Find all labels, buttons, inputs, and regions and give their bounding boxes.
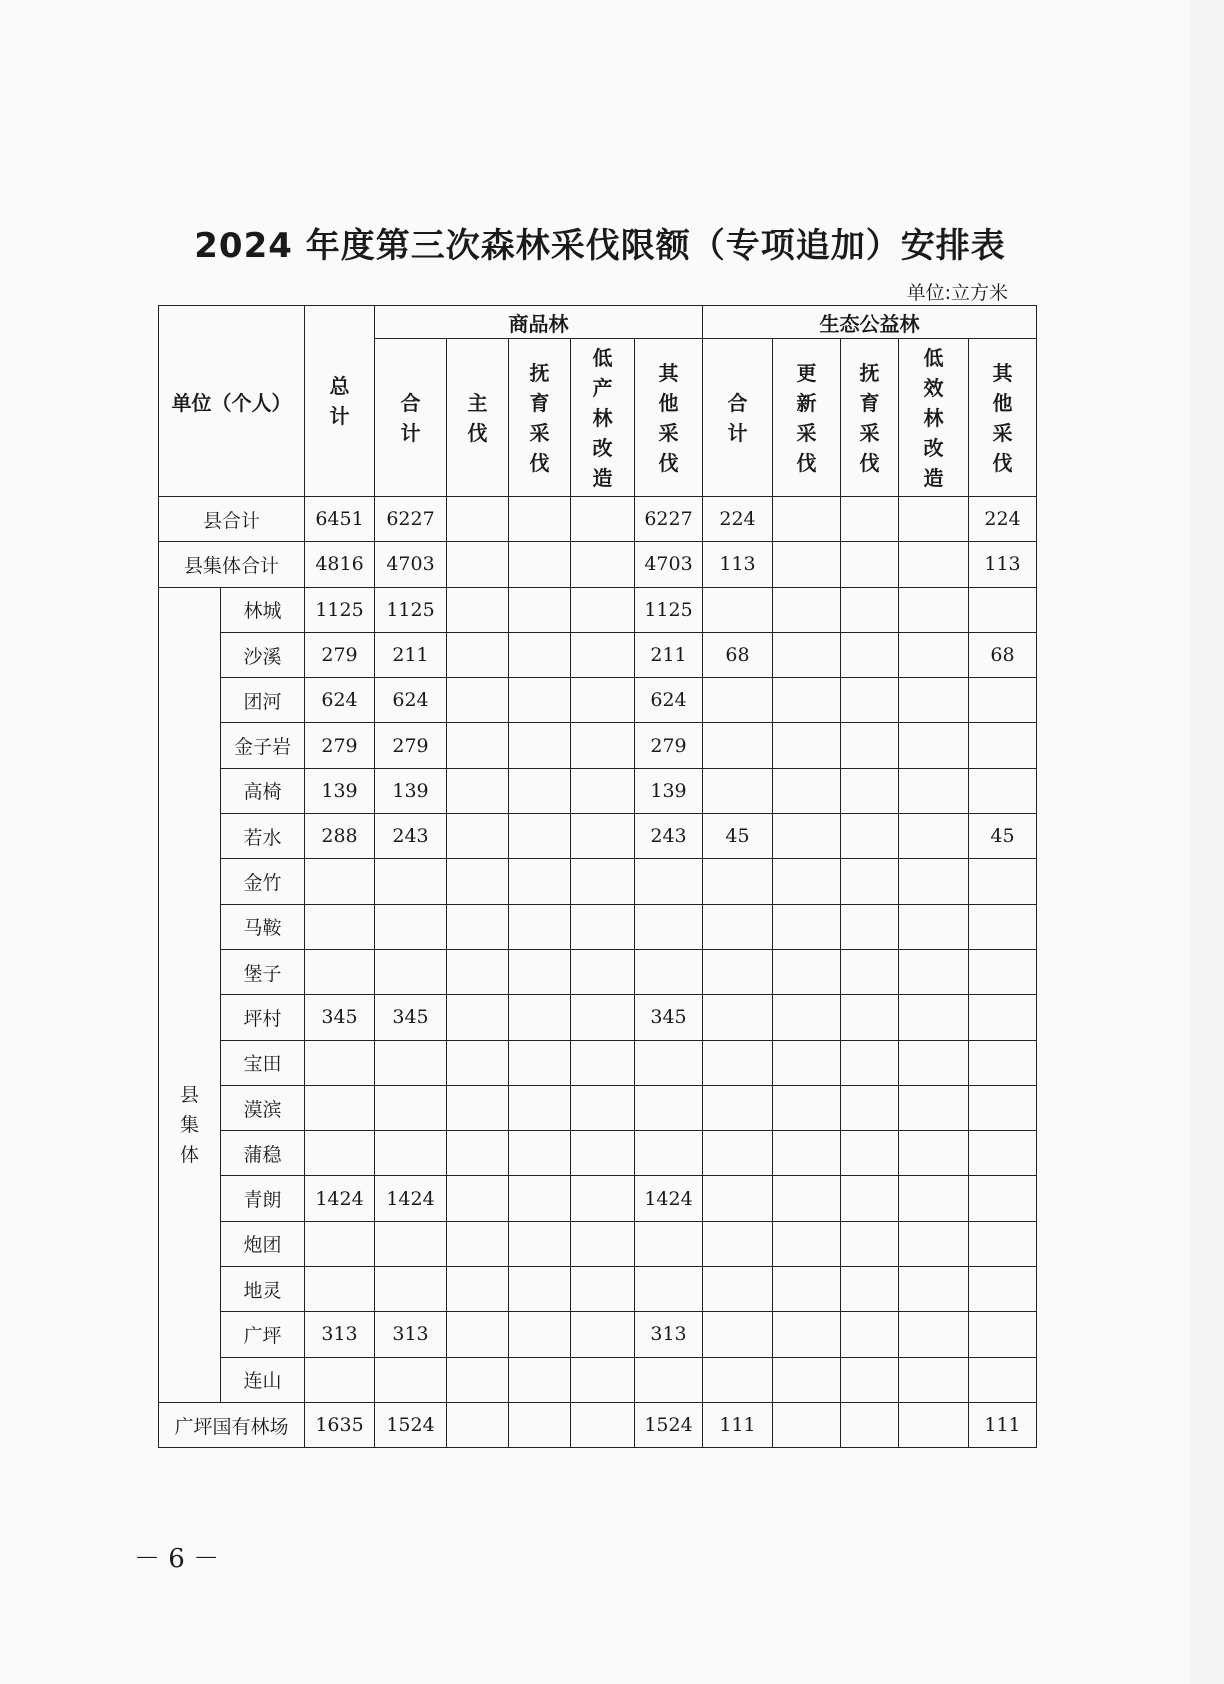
cell-eco-tending xyxy=(841,1402,899,1447)
cell-low-efficiency xyxy=(899,1131,969,1176)
col-low-yield: 低 产 林 改 造 xyxy=(571,339,635,497)
cell-renewal xyxy=(773,587,841,632)
cell-renewal xyxy=(773,768,841,813)
cell-eco-other xyxy=(969,768,1037,813)
cell-eco-tending xyxy=(841,723,899,768)
cell-eco-subtotal xyxy=(703,859,773,904)
cell-renewal xyxy=(773,1267,841,1312)
row-label: 蒲稳 xyxy=(221,1131,305,1176)
cell-commercial-subtotal: 1424 xyxy=(375,1176,447,1221)
cell-low-efficiency xyxy=(899,904,969,949)
cell-renewal xyxy=(773,904,841,949)
cell-commercial-other xyxy=(635,1085,703,1130)
cell-main-cut xyxy=(447,678,509,723)
cell-eco-subtotal: 111 xyxy=(703,1402,773,1447)
table-row xyxy=(159,497,1037,542)
cell-main-cut xyxy=(447,949,509,994)
cell-eco-other xyxy=(969,1176,1037,1221)
cell-eco-subtotal xyxy=(703,995,773,1040)
cell-tending xyxy=(509,1176,571,1221)
cell-eco-subtotal: 68 xyxy=(703,632,773,677)
group-label: 县 集 体 xyxy=(159,587,221,1402)
cell-commercial-subtotal: 313 xyxy=(375,1312,447,1357)
cell-renewal xyxy=(773,678,841,723)
cell-tending xyxy=(509,1402,571,1447)
cell-low-efficiency xyxy=(899,1176,969,1221)
cell-eco-subtotal: 224 xyxy=(703,497,773,542)
table-row xyxy=(159,1131,1037,1176)
cell-eco-subtotal xyxy=(703,587,773,632)
col-unit: 单位（个人） xyxy=(159,306,305,497)
cell-main-cut xyxy=(447,1402,509,1447)
cell-eco-other xyxy=(969,859,1037,904)
cell-low-efficiency xyxy=(899,995,969,1040)
cell-commercial-subtotal: 345 xyxy=(375,995,447,1040)
cell-low-yield xyxy=(571,1357,635,1402)
col-tending: 抚 育 采 伐 xyxy=(509,339,571,497)
cell-eco-other xyxy=(969,1357,1037,1402)
cell-low-efficiency xyxy=(899,632,969,677)
cell-main-cut xyxy=(447,587,509,632)
table-row xyxy=(159,1267,1037,1312)
cell-eco-other xyxy=(969,587,1037,632)
cell-total: 345 xyxy=(305,995,375,1040)
cell-eco-other xyxy=(969,1131,1037,1176)
cell-eco-subtotal xyxy=(703,1085,773,1130)
cell-eco-tending xyxy=(841,1221,899,1266)
cell-total: 279 xyxy=(305,723,375,768)
cell-renewal xyxy=(773,632,841,677)
cell-eco-subtotal xyxy=(703,1040,773,1085)
cell-main-cut xyxy=(447,1040,509,1085)
cell-eco-other xyxy=(969,1040,1037,1085)
row-label: 堡子 xyxy=(221,949,305,994)
cell-eco-other xyxy=(969,1085,1037,1130)
cell-tending xyxy=(509,1040,571,1085)
cell-eco-other xyxy=(969,995,1037,1040)
cell-tending xyxy=(509,1221,571,1266)
page-title: 2024 年度第三次森林采伐限额（专项追加）安排表 xyxy=(194,226,1006,266)
table-row xyxy=(159,859,1037,904)
cell-eco-subtotal: 113 xyxy=(703,542,773,587)
cell-total: 624 xyxy=(305,678,375,723)
cell-eco-tending xyxy=(841,904,899,949)
page-number: － 6 － xyxy=(134,1544,220,1574)
cell-low-yield xyxy=(571,995,635,1040)
row-label: 金竹 xyxy=(221,859,305,904)
cell-commercial-subtotal: 1524 xyxy=(375,1402,447,1447)
cell-low-efficiency xyxy=(899,678,969,723)
cell-main-cut xyxy=(447,632,509,677)
col-commercial: 商品林 xyxy=(375,306,703,339)
cell-commercial-other xyxy=(635,949,703,994)
cell-renewal xyxy=(773,1085,841,1130)
cell-total: 279 xyxy=(305,632,375,677)
cell-commercial-other: 139 xyxy=(635,768,703,813)
cell-eco-subtotal xyxy=(703,1267,773,1312)
cell-commercial-subtotal xyxy=(375,1221,447,1266)
cell-low-yield xyxy=(571,632,635,677)
cell-commercial-subtotal: 279 xyxy=(375,723,447,768)
cell-low-efficiency xyxy=(899,587,969,632)
cell-total: 1635 xyxy=(305,1402,375,1447)
cell-total xyxy=(305,859,375,904)
col-main-cut: 主 伐 xyxy=(447,339,509,497)
cell-tending xyxy=(509,1267,571,1312)
unit-label: 单位:立方米 xyxy=(906,282,1008,304)
table-row xyxy=(159,1085,1037,1130)
cell-low-yield xyxy=(571,542,635,587)
cell-eco-subtotal xyxy=(703,1312,773,1357)
cell-commercial-other xyxy=(635,1221,703,1266)
cell-commercial-subtotal: 139 xyxy=(375,768,447,813)
cell-low-efficiency xyxy=(899,1357,969,1402)
cell-commercial-other xyxy=(635,859,703,904)
cell-renewal xyxy=(773,1131,841,1176)
row-label: 广坪国有林场 xyxy=(159,1402,305,1447)
table-row xyxy=(159,1040,1037,1085)
cell-low-yield xyxy=(571,678,635,723)
cell-tending xyxy=(509,1357,571,1402)
cell-renewal xyxy=(773,1402,841,1447)
cell-low-yield xyxy=(571,768,635,813)
cell-tending xyxy=(509,587,571,632)
cell-total xyxy=(305,1085,375,1130)
row-label: 地灵 xyxy=(221,1267,305,1312)
cell-renewal xyxy=(773,1312,841,1357)
col-total: 总 计 xyxy=(305,306,375,497)
cell-tending xyxy=(509,632,571,677)
cell-eco-other: 113 xyxy=(969,542,1037,587)
row-label: 青朗 xyxy=(221,1176,305,1221)
table-row xyxy=(159,587,1037,632)
cell-eco-other xyxy=(969,949,1037,994)
cell-tending xyxy=(509,723,571,768)
cell-eco-other xyxy=(969,904,1037,949)
cell-total xyxy=(305,1357,375,1402)
cell-low-yield xyxy=(571,1176,635,1221)
cell-total: 288 xyxy=(305,814,375,859)
row-label: 漠滨 xyxy=(221,1085,305,1130)
cell-low-yield xyxy=(571,859,635,904)
cell-commercial-other: 6227 xyxy=(635,497,703,542)
cell-total xyxy=(305,1221,375,1266)
cell-tending xyxy=(509,904,571,949)
cell-low-yield xyxy=(571,949,635,994)
cell-total xyxy=(305,1131,375,1176)
table-row xyxy=(159,814,1037,859)
table-row xyxy=(159,949,1037,994)
cell-commercial-subtotal: 243 xyxy=(375,814,447,859)
cell-eco-tending xyxy=(841,859,899,904)
table-row xyxy=(159,1221,1037,1266)
cell-low-efficiency xyxy=(899,723,969,768)
cell-low-yield xyxy=(571,1312,635,1357)
cell-eco-subtotal xyxy=(703,1176,773,1221)
row-label: 沙溪 xyxy=(221,632,305,677)
cell-eco-other xyxy=(969,1221,1037,1266)
cell-main-cut xyxy=(447,995,509,1040)
cell-total: 313 xyxy=(305,1312,375,1357)
cell-low-yield xyxy=(571,1267,635,1312)
cell-eco-tending xyxy=(841,497,899,542)
table-row xyxy=(159,1402,1037,1447)
cell-commercial-other xyxy=(635,1357,703,1402)
cell-tending xyxy=(509,995,571,1040)
cell-total xyxy=(305,1040,375,1085)
cell-low-efficiency xyxy=(899,1085,969,1130)
cell-eco-other: 111 xyxy=(969,1402,1037,1447)
cell-tending xyxy=(509,1085,571,1130)
cell-commercial-other: 4703 xyxy=(635,542,703,587)
col-eco-tending: 抚 育 采 伐 xyxy=(841,339,899,497)
row-label: 宝田 xyxy=(221,1040,305,1085)
cell-tending xyxy=(509,1131,571,1176)
cell-low-efficiency xyxy=(899,497,969,542)
cell-commercial-other: 1524 xyxy=(635,1402,703,1447)
row-label: 广坪 xyxy=(221,1312,305,1357)
cell-eco-subtotal xyxy=(703,678,773,723)
row-label: 县集体合计 xyxy=(159,542,305,587)
cell-total: 6451 xyxy=(305,497,375,542)
row-label: 县合计 xyxy=(159,497,305,542)
cell-total: 139 xyxy=(305,768,375,813)
cell-commercial-subtotal xyxy=(375,1085,447,1130)
cell-tending xyxy=(509,542,571,587)
col-low-efficiency: 低 效 林 改 造 xyxy=(899,339,969,497)
row-label: 金子岩 xyxy=(221,723,305,768)
row-label: 坪村 xyxy=(221,995,305,1040)
cell-low-yield xyxy=(571,1131,635,1176)
cell-eco-other xyxy=(969,1312,1037,1357)
cell-renewal xyxy=(773,949,841,994)
cell-eco-tending xyxy=(841,632,899,677)
cell-eco-tending xyxy=(841,1267,899,1312)
cell-commercial-other: 279 xyxy=(635,723,703,768)
row-label: 若水 xyxy=(221,814,305,859)
cell-eco-other: 45 xyxy=(969,814,1037,859)
cell-tending xyxy=(509,814,571,859)
row-label: 林城 xyxy=(221,587,305,632)
table-row xyxy=(159,542,1037,587)
cell-low-yield xyxy=(571,814,635,859)
cell-eco-other xyxy=(969,723,1037,768)
cell-low-efficiency xyxy=(899,1040,969,1085)
cell-renewal xyxy=(773,542,841,587)
cell-eco-other: 224 xyxy=(969,497,1037,542)
header-row-1 xyxy=(159,306,1037,339)
cell-renewal xyxy=(773,1040,841,1085)
cell-main-cut xyxy=(447,768,509,813)
cell-low-yield xyxy=(571,1085,635,1130)
cell-eco-subtotal xyxy=(703,1131,773,1176)
cell-eco-subtotal xyxy=(703,949,773,994)
cell-eco-subtotal: 45 xyxy=(703,814,773,859)
cell-eco-tending xyxy=(841,814,899,859)
col-renewal: 更 新 采 伐 xyxy=(773,339,841,497)
row-label: 马鞍 xyxy=(221,904,305,949)
cell-eco-subtotal xyxy=(703,904,773,949)
cell-low-efficiency xyxy=(899,1402,969,1447)
cell-eco-other xyxy=(969,1267,1037,1312)
table-row xyxy=(159,1357,1037,1402)
row-label: 团河 xyxy=(221,678,305,723)
col-commercial-subtotal: 合 计 xyxy=(375,339,447,497)
table-row xyxy=(159,632,1037,677)
cell-eco-tending xyxy=(841,995,899,1040)
cell-low-efficiency xyxy=(899,859,969,904)
cell-commercial-subtotal: 624 xyxy=(375,678,447,723)
cell-commercial-subtotal xyxy=(375,1040,447,1085)
cell-eco-tending xyxy=(841,768,899,813)
cell-main-cut xyxy=(447,1176,509,1221)
cell-low-efficiency xyxy=(899,768,969,813)
cell-renewal xyxy=(773,814,841,859)
table-row xyxy=(159,768,1037,813)
cell-main-cut xyxy=(447,542,509,587)
cell-renewal xyxy=(773,995,841,1040)
cell-tending xyxy=(509,949,571,994)
cell-low-efficiency xyxy=(899,1221,969,1266)
table-row xyxy=(159,723,1037,768)
cell-eco-tending xyxy=(841,1312,899,1357)
col-eco-other: 其 他 采 伐 xyxy=(969,339,1037,497)
cell-commercial-other xyxy=(635,1267,703,1312)
cell-commercial-subtotal: 6227 xyxy=(375,497,447,542)
cell-low-yield xyxy=(571,723,635,768)
cell-eco-tending xyxy=(841,1085,899,1130)
cell-total xyxy=(305,904,375,949)
cell-commercial-subtotal: 4703 xyxy=(375,542,447,587)
cell-eco-tending xyxy=(841,1040,899,1085)
row-label: 炮团 xyxy=(221,1221,305,1266)
table-body xyxy=(159,497,1037,1448)
cell-commercial-subtotal: 1125 xyxy=(375,587,447,632)
cell-main-cut xyxy=(447,1267,509,1312)
cell-total: 1125 xyxy=(305,587,375,632)
cell-renewal xyxy=(773,859,841,904)
cell-commercial-other: 1125 xyxy=(635,587,703,632)
cell-low-yield xyxy=(571,587,635,632)
cell-eco-tending xyxy=(841,542,899,587)
cell-tending xyxy=(509,859,571,904)
harvest-quota-table xyxy=(158,305,1037,1448)
col-commercial-other: 其 他 采 伐 xyxy=(635,339,703,497)
cell-total xyxy=(305,1267,375,1312)
cell-commercial-other xyxy=(635,904,703,949)
cell-low-yield xyxy=(571,497,635,542)
cell-total: 1424 xyxy=(305,1176,375,1221)
cell-eco-subtotal xyxy=(703,1357,773,1402)
cell-main-cut xyxy=(447,904,509,949)
cell-commercial-subtotal xyxy=(375,904,447,949)
cell-eco-tending xyxy=(841,678,899,723)
cell-main-cut xyxy=(447,859,509,904)
cell-main-cut xyxy=(447,814,509,859)
cell-low-efficiency xyxy=(899,814,969,859)
cell-commercial-other xyxy=(635,1131,703,1176)
table-row xyxy=(159,1312,1037,1357)
cell-main-cut xyxy=(447,1085,509,1130)
cell-renewal xyxy=(773,1357,841,1402)
cell-tending xyxy=(509,678,571,723)
row-label: 连山 xyxy=(221,1357,305,1402)
cell-total xyxy=(305,949,375,994)
cell-commercial-other xyxy=(635,1040,703,1085)
cell-eco-subtotal xyxy=(703,723,773,768)
cell-renewal xyxy=(773,723,841,768)
cell-low-yield xyxy=(571,1040,635,1085)
cell-low-efficiency xyxy=(899,1267,969,1312)
cell-low-yield xyxy=(571,1221,635,1266)
cell-main-cut xyxy=(447,723,509,768)
cell-eco-tending xyxy=(841,1176,899,1221)
table-row xyxy=(159,904,1037,949)
cell-commercial-other: 345 xyxy=(635,995,703,1040)
cell-commercial-other: 1424 xyxy=(635,1176,703,1221)
table-row xyxy=(159,678,1037,723)
cell-eco-subtotal xyxy=(703,1221,773,1266)
cell-commercial-subtotal xyxy=(375,1131,447,1176)
cell-tending xyxy=(509,768,571,813)
col-eco-subtotal: 合 计 xyxy=(703,339,773,497)
cell-eco-other xyxy=(969,678,1037,723)
cell-commercial-other: 243 xyxy=(635,814,703,859)
cell-main-cut xyxy=(447,1312,509,1357)
cell-eco-other: 68 xyxy=(969,632,1037,677)
cell-main-cut xyxy=(447,497,509,542)
cell-eco-tending xyxy=(841,1131,899,1176)
cell-main-cut xyxy=(447,1221,509,1266)
col-ecological: 生态公益林 xyxy=(703,306,1037,339)
cell-commercial-other: 624 xyxy=(635,678,703,723)
cell-commercial-subtotal xyxy=(375,949,447,994)
cell-commercial-other: 211 xyxy=(635,632,703,677)
cell-total: 4816 xyxy=(305,542,375,587)
cell-commercial-subtotal xyxy=(375,859,447,904)
cell-tending xyxy=(509,497,571,542)
cell-commercial-subtotal xyxy=(375,1267,447,1312)
cell-eco-tending xyxy=(841,949,899,994)
cell-main-cut xyxy=(447,1131,509,1176)
cell-low-efficiency xyxy=(899,1312,969,1357)
cell-commercial-other: 313 xyxy=(635,1312,703,1357)
cell-renewal xyxy=(773,497,841,542)
row-label: 高椅 xyxy=(221,768,305,813)
table-row xyxy=(159,995,1037,1040)
cell-commercial-subtotal: 211 xyxy=(375,632,447,677)
cell-tending xyxy=(509,1312,571,1357)
cell-renewal xyxy=(773,1176,841,1221)
cell-renewal xyxy=(773,1221,841,1266)
cell-low-yield xyxy=(571,1402,635,1447)
cell-main-cut xyxy=(447,1357,509,1402)
cell-low-yield xyxy=(571,904,635,949)
cell-eco-subtotal xyxy=(703,768,773,813)
cell-low-efficiency xyxy=(899,542,969,587)
cell-eco-tending xyxy=(841,587,899,632)
cell-low-efficiency xyxy=(899,949,969,994)
cell-eco-tending xyxy=(841,1357,899,1402)
table-row xyxy=(159,1176,1037,1221)
cell-commercial-subtotal xyxy=(375,1357,447,1402)
